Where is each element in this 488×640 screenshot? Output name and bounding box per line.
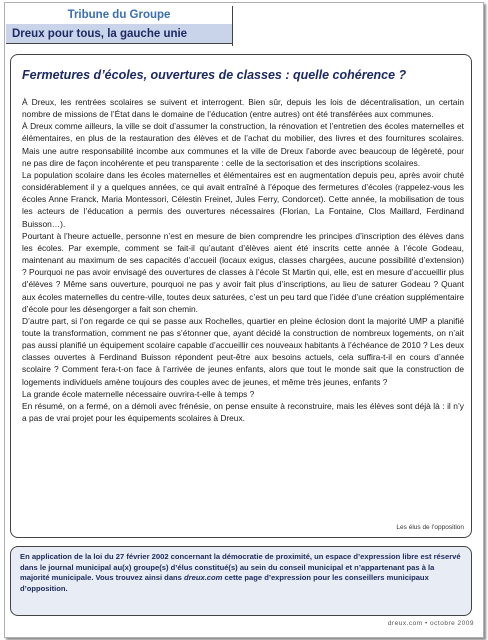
legal-notice xyxy=(10,546,472,616)
article-paragraph: Pourtant à l’heure actuelle, personne n’est en mesure de bien comprendre les principes d’inscription des élèves dans les écoles. Par exemple, comment se fait-il qu’autant d’élèves aient été inscrits cette année à l’école Godeau, maintenant au maximum de ses capacités d’accueil (locaux exigus, classes chargées, aucune possibilité d’extension) ? Pourquoi ne pas avoir envisagé des ouvertures de classes à l’école St Martin qui, elle, est en mesure d’accueillir plus d’élèves ? Même sans ouverture, pourquoi ne pas y avoir fait plus d’inscriptions, au lieu de saturer Godeau ? Quant aux écoles maternelles du centre-ville, toutes deux saturées, c’est un peu tard que l’idée d’une création supplémentaire d’école pour les désengorger a fait son chemin. xyxy=(22,230,464,314)
article-paragraph: La population scolaire dans les écoles maternelles et élémentaires est en augmentation depuis peu, après avoir chuté considérablement il y a quelques années, ce qui avait entraîné à l’époque des fermetures d’écoles (rappelez-vous les écoles Anne Franck, Maria Montessori, Célestin Freinet, Jules Ferry, Condorcet). Cette année, la mobilisation de tous les acteurs de l’éducation a permis des ouvertures nécessaires (Florian, La Fontaine, Clos Maillard, Ferdinand Buisson…). xyxy=(22,169,464,229)
article-paragraph: D’autre part, si l’on regarde ce qui se passe aux Rochelles, quartier en pleine éclosion dont la majorité UMP a planifié toute la transformation, comment ne pas s’étonner que, ayant décidé la construction de nombreux logements, on n’ait pas aussi planifié un équipement scolaire capable d’accueillir ces nouveaux habitants à l’échéance de 2010 ? Les deux classes ouvertes à Ferdinand Buisson répondent peut-être aux besoins actuels, cela suffira-t-il en cours d’année scolaire ? Comment fera-t-on face à l’arrivée de jeunes enfants, alors que tout le monde sait que la construction de logements individuels amène toujours des couples avec de jeunes, et même très jeunes, enfants ? xyxy=(22,315,464,387)
article-body xyxy=(22,96,464,424)
article-paragraph: La grande école maternelle nécessaire ouvrira-t-elle à temps ? xyxy=(22,388,255,399)
article-paragraph: À Dreux, les rentrées scolaires se suivent et interrogent. Bien sûr, depuis les lois de décentralisation, un certain nombre de missions de l’État dans le domaine de l’éducation (entre autres) ont été transférées aux communes. xyxy=(22,97,464,120)
notice-text-before: En application de la loi du 27 février 2002 concernant la démocratie de proximité, un espace d’expression libre est réservé dans le journal municipal au(x) groupe(s) d’élus constitué(s) au sein du conseil municipal et n’appartenant pas à la majorité municipale. Vous trouvez ainsi dans xyxy=(20,552,461,583)
article-signature: Les élus de l’opposition xyxy=(396,524,464,531)
group-label: Tribune du Groupe xyxy=(67,9,171,21)
article-title: Fermetures d’écoles, ouvertures de classes : quelle cohérence ? xyxy=(22,68,407,82)
article-paragraph: En résumé, on a fermé, on a démoli avec frénésie, on pense ensuite à reconstruire, mais les élèves sont déjà là : il n’y a pas de vrai projet pour les équipements scolaires à Dreux. xyxy=(22,400,464,424)
notice-site-name: dreux.com xyxy=(184,573,223,583)
page-footer: dreux.com • octobre 2009 xyxy=(387,620,474,627)
group-name: Dreux pour tous, la gauche unie xyxy=(6,24,232,44)
notice-text-after: cette page d’expression pour les conseillers municipaux d’opposition. xyxy=(20,573,429,593)
group-header xyxy=(6,6,233,46)
article-paragraph: À Dreux comme ailleurs, la ville se doit d’assumer la construction, la rénovation et l’entretien des écoles maternelles et élémentaires, en plus de la restauration des élèves et de l’achat du mobilier, des livres et des fournitures scolaires. Mais une autre responsabilité incombe aux communes et la ville de Dreux l’aborde avec beaucoup de légèreté, pour ne pas dire de façon incohérente et peu transparente : celle de la sectorisation et des inscriptions scolaires. xyxy=(22,121,464,168)
